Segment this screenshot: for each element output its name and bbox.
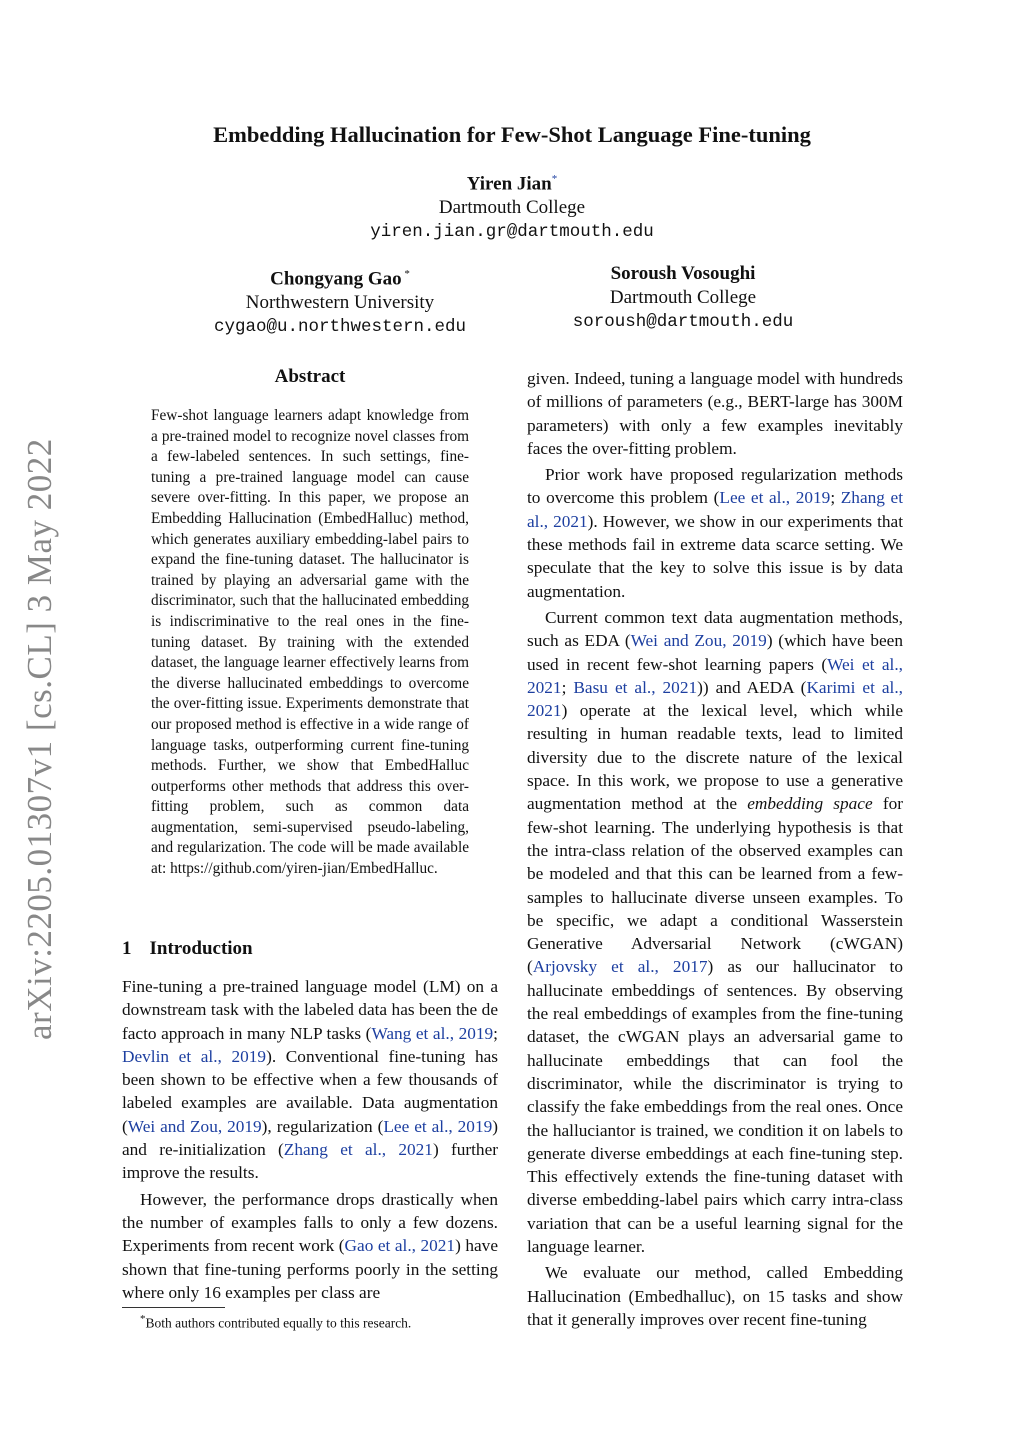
paragraph-text: We evaluate our method, called Embedding Hallucination (Embedhalluc), on 15 tasks and show that it generally improves over recent fine-tuning [527, 1263, 903, 1329]
paragraph-text: Prior work have proposed regularization methods to overcome this problem ( [527, 465, 903, 508]
author-name: Soroush Vosoughi [610, 263, 756, 284]
paragraph-text: ; [830, 488, 841, 508]
citation-link[interactable]: Wei and Zou, 2019 [630, 631, 767, 651]
author-affiliation: Dartmouth College [609, 287, 757, 308]
author-block [503, 262, 863, 334]
footnote-rule [122, 1307, 225, 1308]
footnote-mark: * [140, 1313, 146, 1325]
section-title: Introduction [149, 938, 253, 959]
paragraph-text: given. Indeed, tuning a language model with hundreds of millions of parameters (e.g., BERT-large has 300M parameters) with only a few examples inevitably faces the over-fitting problem. [527, 369, 903, 458]
citation-link[interactable]: Gao et al., 2021 [344, 1236, 456, 1256]
paragraph-text: ) have shown that fine-tuning performs poorly in the setting where only 16 examples per class are [122, 1236, 498, 1302]
paragraph [527, 367, 903, 460]
footnote [140, 1313, 411, 1332]
citation-link[interactable]: Zhang et al., 2021 [283, 1140, 433, 1160]
author-name: Chongyang Gao [270, 268, 402, 290]
citation-link[interactable]: Wei et al., 2021 [527, 654, 903, 697]
author-block [160, 262, 520, 339]
paragraph-text: for few-shot learning. The underlying hypothesis is that the intra-class relation of the observed examples can be modeled and that this can be learned from a few-samples to hallucinate diverse unseen examples. To be specific, we adapt a conditional Wasserstein Generative Adversarial Network (cWGAN) ( [527, 794, 903, 977]
paragraph-text: ; [493, 1023, 498, 1043]
abstract-heading: Abstract [274, 366, 346, 387]
paragraph-text: However, the performance drops drastically when the number of examples falls to only a few dozens. Experiments from recent work ( [122, 1189, 498, 1256]
author-mark: * [401, 268, 410, 280]
emphasized-text: embedding space [747, 794, 873, 814]
paragraph [527, 606, 903, 1258]
right-column-body [527, 367, 903, 1334]
paragraph-text: ) as our hallucinator to hallucinate embeddings of sentences. By observing the real embeddings of examples from the fine-tuning dataset, the cWGAN plays an adversarial game to hallucinate embeddings that can fool the discriminator, while the discriminator is trying to classify the fake embeddings from the real ones. Once the halluciantor is trained, we condition it on labels to generate diverse embeddings at each fine-tuning step. This effectively extends the fine-tuning dataset with diverse embedding-label pairs which carry intra-class variation that can be a useful learning signal for the language learner. [527, 957, 903, 1256]
author-mark[interactable]: * [551, 173, 558, 185]
author-email: cygao@u.northwestern.edu [213, 317, 467, 338]
paragraph-text: ). However, we show in our experiments that these methods fail in extreme data scarce setting. We speculate that the key to solve this issue is by data augmentation. [527, 511, 903, 601]
author-block [312, 167, 712, 244]
author-email: soroush@dartmouth.edu [572, 312, 794, 332]
citation-link[interactable]: Zhang et al., 2021 [527, 488, 903, 531]
author-affiliation: Northwestern University [245, 292, 435, 314]
author-name: Yiren Jian [466, 173, 552, 195]
paragraph-text: ; [561, 677, 574, 697]
paragraph-text: ), regularization ( [261, 1116, 384, 1136]
section-heading [122, 938, 271, 960]
paragraph-text: ) operate at the lexical level, which while resulting in human readable texts, lead to limited diversity due to the discrete nature of the lexical space. In this work, we propose to use a generative augmentation method at the [527, 701, 903, 814]
abstract-text: Few-shot language learners adapt knowledge from a pre-trained model to recognize novel classes from a few-labeled sentences. In such settings, fine-tuning a pre-trained language model can cause severe over-fitting. In this paper, we propose an Embedding Hallucination (EmbedHalluc) method, which generates auxiliary embedding-label pairs to expand the fine-tuning dataset. The hallucinator is trained by playing an adversarial game with the discriminator, such that the hallucinated embedding is indiscriminative to the real ones in the fine-tuning dataset. By training with the extended dataset, the language learner effectively learns from the diverse hallucinated embeddings to overcome the over-fitting issue. Experiments demonstrate that our proposed method is effective in a wide range of language tasks, outperforming current fine-tuning methods. Further, we show that EmbedHalluc outperforms other methods that address this over-fitting problem, such as common data augmentation, semi-supervised pseudo-labeling, and regularization. The code will be made available at: https://github.com/yiren-jian/EmbedHalluc. [151, 407, 469, 878]
paragraph-text: Current common text data augmentation methods, such as EDA ( [527, 607, 903, 651]
citation-link[interactable]: Lee et al., 2019 [383, 1116, 493, 1136]
citation-link[interactable]: Devlin et al., 2019 [122, 1046, 267, 1066]
footnote-text: Both authors contributed equally to this research. [145, 1315, 412, 1331]
author-email: yiren.jian.gr@dartmouth.edu [370, 222, 654, 243]
paragraph-text: ) further improve the results. [122, 1140, 498, 1183]
paper-title: Embedding Hallucination for Few-Shot Language Fine-tuning [213, 122, 811, 147]
paragraph-text: ) (which have been used in recent few-shot learning papers ( [527, 631, 903, 674]
citation-link[interactable]: Basu et al., 2021 [573, 677, 698, 697]
paragraph-text: )) and AEDA ( [697, 677, 807, 697]
paragraph-text: ) and re-initialization ( [122, 1116, 498, 1160]
paragraph [122, 1188, 498, 1304]
section-number: 1 [122, 938, 132, 959]
paragraph [527, 463, 903, 603]
paragraph-text: Fine-tuning a pre-trained language model (LM) on a downstream task with the labeled data has been the de facto approach in many NLP tasks ( [122, 977, 498, 1043]
citation-link[interactable]: Arjovsky et al., 2017 [532, 957, 708, 977]
paragraph [527, 1261, 903, 1331]
citation-link[interactable]: Karimi et al., 2021 [527, 677, 903, 721]
paragraph [122, 975, 498, 1185]
arxiv-stamp: arXiv:2205.01307v1 [cs.CL] 3 May 2022 [20, 438, 59, 1040]
paragraph-text: ). Conventional fine-tuning has been shown to be effective when a few thousands of labeled examples are available. Data augmentation ( [122, 1046, 498, 1136]
citation-link[interactable]: Wang et al., 2019 [371, 1023, 494, 1043]
citation-link[interactable]: Wei and Zou, 2019 [127, 1116, 262, 1136]
left-column-body [122, 975, 498, 1307]
author-affiliation: Dartmouth College [438, 197, 586, 219]
citation-link[interactable]: Lee et al., 2019 [719, 488, 831, 508]
